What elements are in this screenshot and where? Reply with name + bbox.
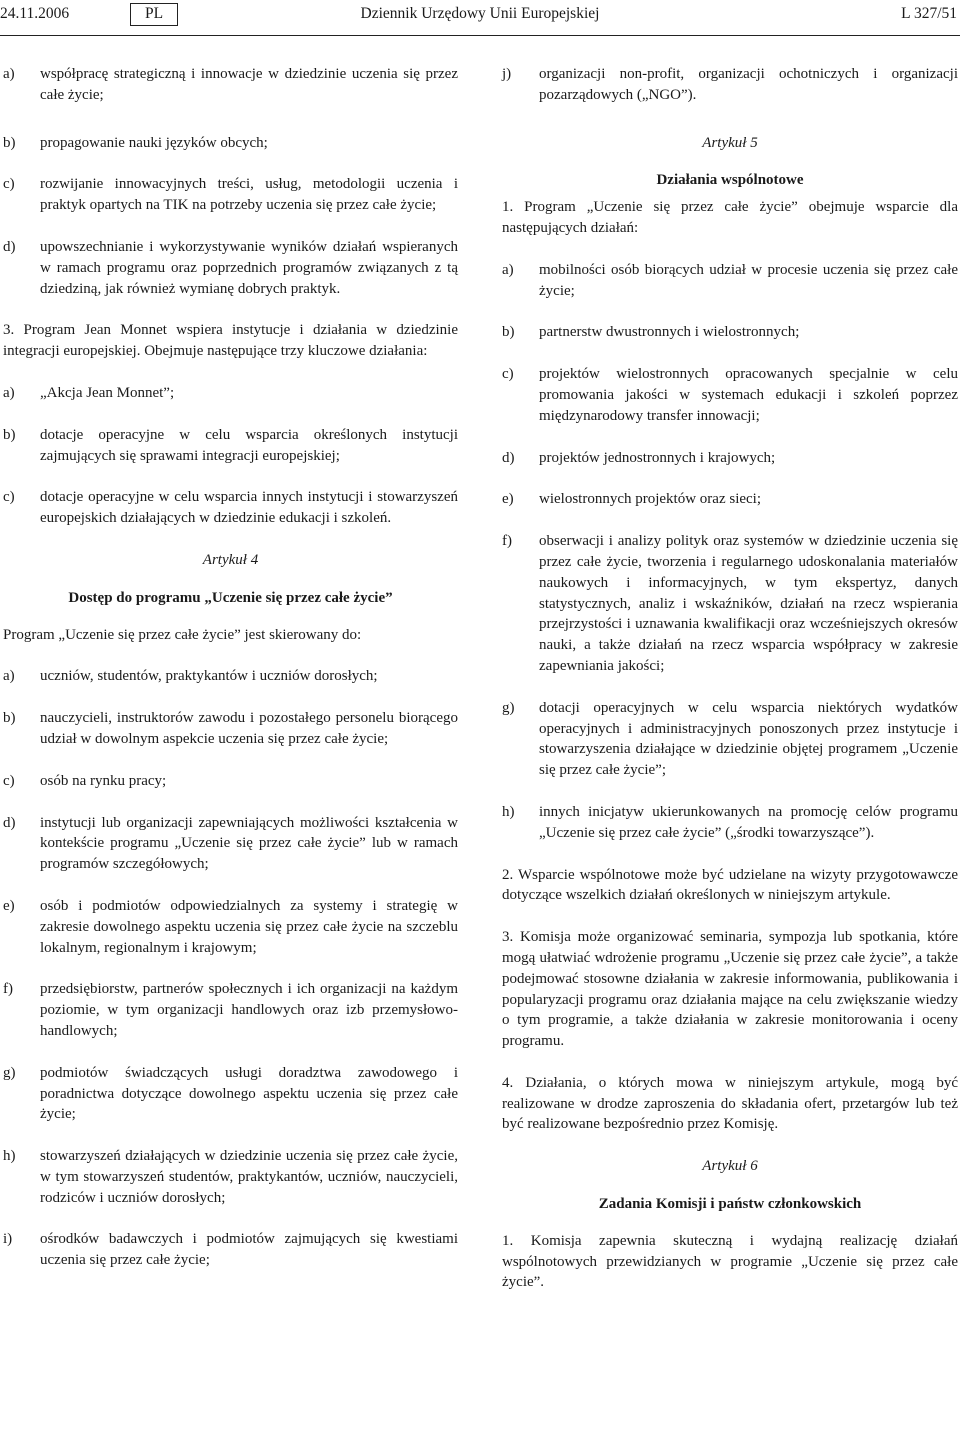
list-item (3, 64, 458, 106)
list-item (3, 1146, 458, 1208)
article-5-title: Działania wspólnotowe (656, 172, 804, 189)
item-marker: h) (3, 1148, 16, 1165)
article-4-heading: Artykuł 4 (202, 551, 259, 568)
item-marker: j) (502, 66, 512, 82)
item-text: osób i podmiotów odpowiedzialnych za systemy i strategię w zakresie dowolnego aspektu uczenia się przez całe życie na szczeblu lokalnym, regionalnym i krajowym; (40, 897, 458, 956)
publication-date: 24.11.2006 (0, 5, 70, 22)
item-text: obserwacji i analizy polityk oraz systemów w dziedzinie uczenia się przez całe życie, tworzenia i regularnego udoskonalania materiałów naukowych i informacyjnych, w tym ekspertyz, danych statystycznych, analiz i wskaźników, działań na rzecz wspierania przejrzystości i uznawania kwalifikacji oraz wcześniejszych okresów nauki, a także działań na rzecz wsparcia współpracy w zakresie zapewniania jakości; (539, 533, 958, 674)
journal-title: Dziennik Urzędowy Unii Europejskiej (360, 5, 600, 22)
list-item (3, 237, 458, 299)
item-marker: d) (502, 449, 515, 466)
item-marker: h) (502, 803, 515, 820)
item-text: ośrodków badawczych i podmiotów zajmujących się kwestiami uczenia się przez całe życie; (40, 1231, 458, 1269)
list-item (3, 1229, 458, 1271)
list-item (502, 260, 958, 302)
language-code-box: PL (130, 3, 178, 26)
article-5-heading: Artykuł 5 (702, 134, 758, 151)
list-item (3, 174, 458, 216)
page-reference: L 327/51 (901, 5, 957, 22)
list-item (3, 979, 458, 1041)
item-marker: i) (3, 1231, 13, 1248)
item-text: osób na rynku pracy; (40, 772, 167, 789)
item-marker: f) (3, 981, 13, 998)
item-marker: a) (3, 384, 15, 401)
list-item (502, 364, 958, 426)
item-text: propagowanie nauki języków obcych; (40, 134, 268, 151)
item-text: upowszechnianie i wykorzystywanie wyników działań wspieranych w ramach programu oraz poprzednich programów związanych z tą dziedziną, jak również wymianę dobrych praktyk. (40, 238, 458, 297)
item-text: uczniów, studentów, praktykantów i uczniów dorosłych; (40, 668, 378, 685)
article-4-intro: Program „Uczenie się przez całe życie” jest skierowany do: (3, 626, 362, 643)
right-column (502, 64, 958, 1293)
item-marker: e) (502, 491, 514, 508)
list-item (3, 1063, 458, 1125)
list-item (3, 708, 458, 750)
item-marker: g) (502, 699, 515, 716)
item-marker: c) (3, 772, 15, 789)
list-item (502, 489, 958, 510)
item-text: nauczycieli, instruktorów zawodu i pozostałego personelu biorącego udział w dowolnym aspekcie uczenia się przez całe życie; (40, 710, 458, 747)
left-column (3, 64, 458, 1271)
item-marker: c) (3, 489, 15, 506)
item-marker: f) (502, 533, 512, 550)
list-item (502, 322, 958, 343)
article-5-paragraph-2: 2. Wsparcie wspólnotowe może być udzielane na wizyty przygotowawcze dotyczące wszelkich działań określonych w niniejszym artykule. (502, 866, 958, 904)
list-item (502, 802, 958, 844)
item-marker: c) (502, 366, 514, 383)
article-6-heading: Artykuł 6 (702, 1158, 758, 1175)
header-rule (0, 35, 960, 36)
list-item (502, 448, 958, 469)
item-text: dotacje operacyjne w celu wsparcia innych instytucji i stowarzyszeń europejskich działających w dziedzinie edukacji i szkoleń. (40, 489, 458, 527)
item-marker: g) (3, 1064, 16, 1081)
item-text: stowarzyszeń działających w dziedzinie uczenia się przez całe życie, w tym stowarzyszeń studentów, praktykantów, uczniów, nauczycieli, rodziców i uczniów dorosłych; (40, 1148, 458, 1206)
item-marker: d) (3, 814, 16, 831)
article-5-paragraph-1: 1. Program „Uczenie się przez całe życie” obejmuje wsparcie dla następujących działań: (502, 199, 958, 236)
item-marker: e) (3, 897, 15, 914)
page-header (0, 4, 960, 26)
article-6-paragraph-1: 1. Komisja zapewnia skuteczną i wydajną realizację działań wspólnotowych przewidzianych w programie „Uczenie się przez całe życie”. (502, 1232, 958, 1291)
item-text: projektów jednostronnych i krajowych; (539, 449, 776, 466)
list-item (3, 383, 458, 404)
item-text: wielostronnych projektów oraz sieci; (539, 491, 762, 508)
item-text: podmiotów świadczących usługi doradztwa zawodowego i poradnictwa dotyczące dowolnego aspektu uczenia się przez całe życie; (40, 1064, 458, 1123)
item-text: mobilności osób biorących udział w procesie uczenia się przez całe życie; (539, 261, 958, 299)
item-text: „Akcja Jean Monnet”; (40, 384, 175, 401)
item-text: współpracę strategiczną i innowacje w dziedzinie uczenia się przez całe życie; (40, 66, 458, 103)
list-item (502, 64, 958, 106)
list-item (3, 896, 458, 958)
item-text: partnerstw dwustronnych i wielostronnych; (539, 324, 800, 341)
item-marker: a) (3, 66, 15, 82)
list-item (502, 531, 958, 677)
list-item (3, 487, 458, 529)
item-text: innych inicjatyw ukierunkowanych na promocję celów programu „Uczenie się przez całe życie” („środki towarzyszące”). (539, 803, 958, 841)
list-item (3, 813, 458, 875)
list-item (3, 771, 458, 792)
item-text: projektów wielostronnych opracowanych specjalnie w celu promowania jakości w systemach edukacji i szkoleń poprzez międzynarodowy transfer innowacji; (539, 366, 958, 424)
list-item (3, 425, 458, 467)
item-text: dotacji operacyjnych w celu wsparcia niektórych wydatków operacyjnych i administracyjnych ponoszonych przez instytucje i stowarzyszenia działające w dziedzinie objętej programem „Uczenie się przez całe życie”; (539, 699, 958, 779)
item-text: organizacji non-profit, organizacji ochotniczych i organizacji pozarządowych („NGO”). (539, 66, 958, 103)
item-marker: b) (502, 324, 515, 341)
article-4-title: Dostęp do programu „Uczenie się przez całe życie” (68, 589, 393, 606)
item-text: rozwijanie innowacyjnych treści, usług, metodologii uczenia i praktyk opartych na TIK na potrzeby uczenia się przez całe życie; (40, 176, 458, 214)
item-marker: b) (3, 134, 16, 151)
item-text: dotacje operacyjne w celu wsparcia określonych instytucji zajmujących się sprawami integracji europejskiej; (40, 426, 458, 464)
item-marker: b) (3, 426, 16, 443)
article-5-paragraph-3: 3. Komisja może organizować seminaria, sympozja lub spotkania, które mogą ułatwiać wdrożenie programu „Uczenie się przez całe życie”, a także podejmować stosowne działania w zakresie informowania, publikowania i popularyzacji programu oraz działania mające na celu zwiększanie wiedzy o tym programie, a także działania w zakresie monitorowania i oceny programu. (502, 929, 958, 1050)
item-marker: a) (3, 668, 15, 685)
list-item (502, 698, 958, 781)
item-marker: c) (3, 176, 15, 193)
article-6-title: Zadania Komisji i państw członkowskich (598, 1196, 862, 1213)
paragraph-3: 3. Program Jean Monnet wspiera instytucje i działania w dziedzinie integracji europejskiej. Obejmuje następujące trzy kluczowe działania: (3, 322, 458, 360)
item-marker: b) (3, 710, 16, 727)
item-text: przedsiębiorstw, partnerów społecznych i ich organizacji na każdym poziomie, w tym organizacji handlowych oraz izb przemysłowo-handlowych; (40, 981, 458, 1039)
article-5-paragraph-4: 4. Działania, o których mowa w niniejszym artykule, mogą być realizowane w drodze zaproszenia do składania ofert, przetargów lub też być realizowane bezpośrednio przez Komisję. (502, 1074, 958, 1133)
item-marker: d) (3, 238, 16, 255)
item-text: instytucji lub organizacji zapewniających możliwości kształcenia w kontekście programu „Uczenie się przez całe życie” lub w ramach programów szczegółowych; (40, 814, 458, 873)
list-item (3, 133, 458, 154)
list-item (3, 666, 458, 687)
item-marker: a) (502, 261, 514, 278)
